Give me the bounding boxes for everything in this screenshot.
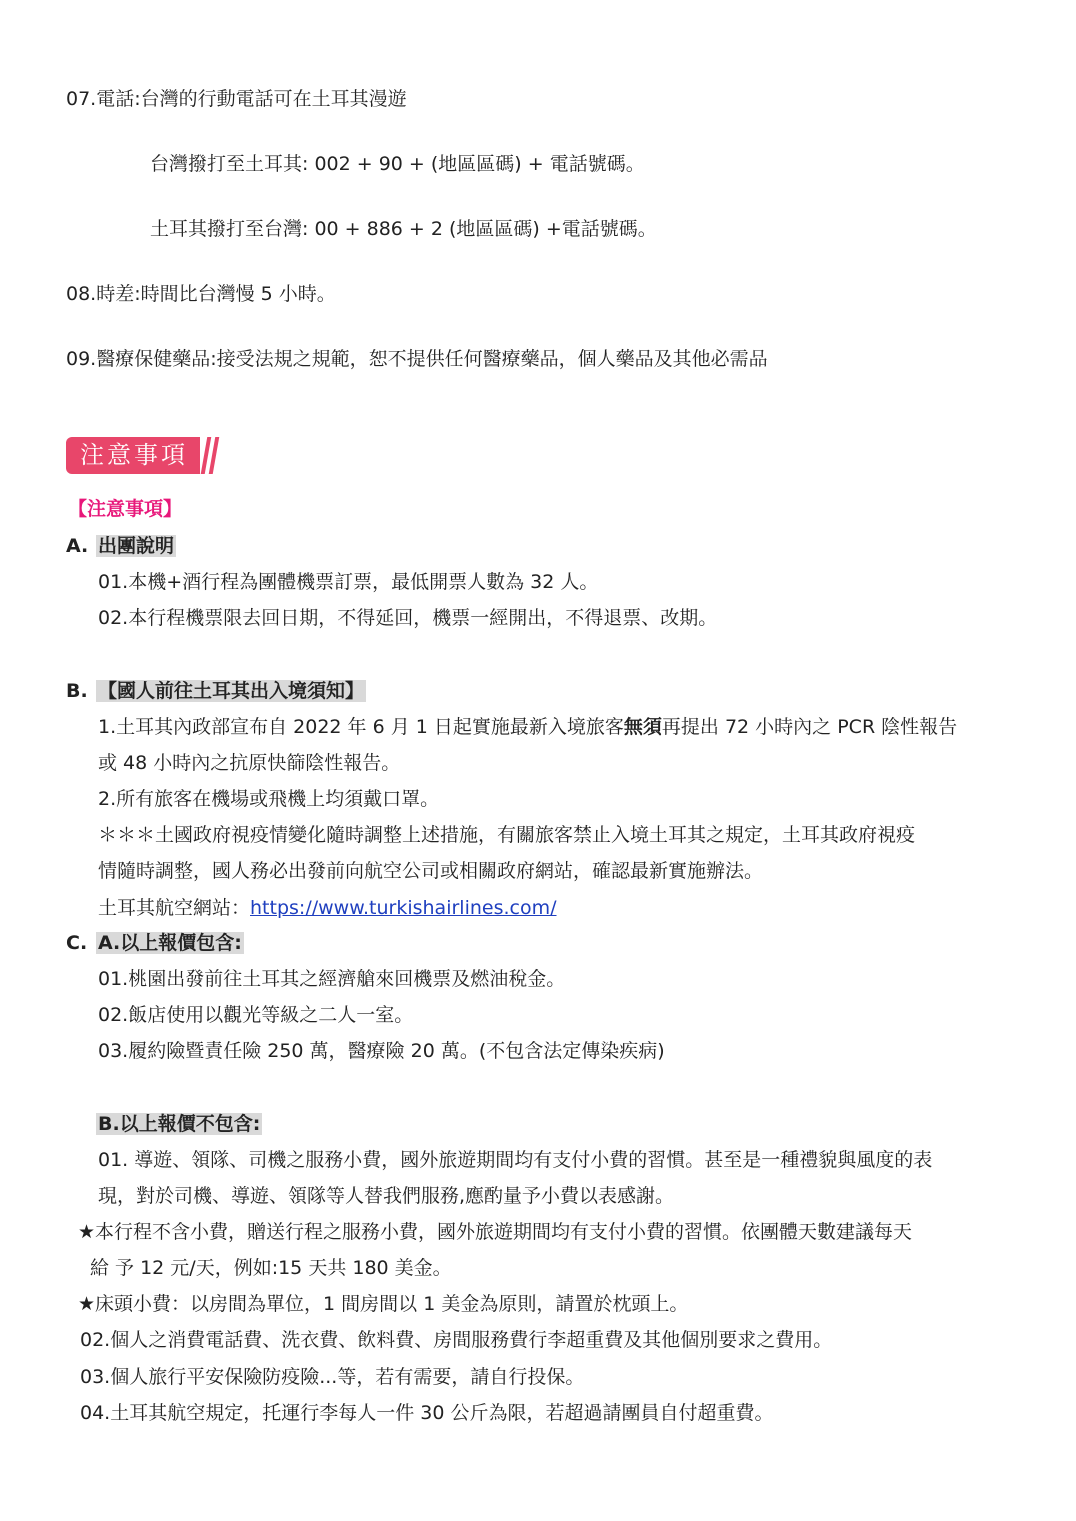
- section-b-note-line2: 情隨時調整，國人務必出發前向航空公司或相關政府網站，確認最新實施辦法。: [98, 860, 764, 882]
- banner-title: 注意事項: [66, 437, 200, 474]
- item1-bold: 無須: [623, 716, 662, 738]
- included-item: 03.履約險暨責任險 250 萬，醫療險 20 萬。(不包含法定傳染疾病): [98, 1040, 665, 1062]
- section-b-item-1: [98, 714, 957, 740]
- phone-tw-to-tr: 台灣撥打至土耳其: 002 + 90 + (地區區碼) + 電話號碼。: [150, 153, 645, 175]
- excluded-item-4: 04.土耳其航空規定，托運行李每人一件 30 公斤為限，若超過請團員自付超重費。: [80, 1402, 774, 1424]
- section-a-item: 02.本行程機票限去回日期，不得延回，機票一經開出，不得退票、改期。: [98, 607, 718, 629]
- excluded-item-3: 03.個人旅行平安保險防疫險...等，若有需要，請自行投保。: [80, 1366, 585, 1388]
- medical-note: 09.醫療保健藥品:接受法規之規範，恕不提供任何醫療藥品，個人藥品及其他必需品: [66, 348, 768, 370]
- phone-tr-to-tw: 土耳其撥打至台灣: 00 + 886 + 2 (地區區碼) +電話號碼。: [150, 218, 657, 240]
- section-a-item: 01.本機+酒行程為團體機票訂票，最低開票人數為 32 人。: [98, 571, 599, 593]
- section-a-title: 出團說明: [98, 535, 175, 557]
- section-b-item-2: 2.所有旅客在機場或飛機上均須戴口罩。: [98, 788, 440, 810]
- excluded-item-1-line1: 01. 導遊、領隊、司機之服務小費，國外旅遊期間均有支付小費的習慣。甚至是一種禮貌與風度的表: [98, 1149, 933, 1171]
- section-a-label: A.: [66, 535, 89, 557]
- section-b-label: B.: [66, 680, 88, 702]
- excluded-item-1-line2: 現，對於司機、導遊、領隊等人替我們服務,應酌量予小費以表感謝。: [98, 1185, 675, 1207]
- section-b-item-1-line2: 或 48 小時內之抗原快篩陰性報告。: [98, 752, 401, 774]
- phone-title: 07.電話:台灣的行動電話可在土耳其漫遊: [66, 88, 407, 110]
- excluded-title: B.以上報價不包含:: [98, 1113, 261, 1135]
- bed-tip-note: ★床頭小費：以房間為單位，1 間房間以 1 美金為原則，請置於枕頭上。: [78, 1293, 689, 1315]
- tip-note-line1: ★本行程不含小費，贈送行程之服務小費，國外旅遊期間均有支付小費的習慣。依團體天數建議每天: [78, 1221, 913, 1243]
- included-title: A.以上報價包含:: [98, 932, 242, 954]
- item1-post: 再提出 72 小時內之 PCR 陰性報告: [661, 716, 958, 738]
- section-banner: [66, 437, 216, 474]
- section-c-label: C.: [66, 932, 88, 954]
- included-item: 02.飯店使用以觀光等級之二人一室。: [98, 1004, 414, 1026]
- section-b-title: 【國人前往土耳其出入境須知】: [98, 680, 365, 702]
- time-difference: 08.時差:時間比台灣慢 5 小時。: [66, 283, 336, 305]
- airline-site: [98, 895, 557, 921]
- tip-note-line2: 給 予 12 元/天，例如:15 天共 180 美金。: [90, 1257, 452, 1279]
- section-b-note-line1: ＊＊＊土國政府視疫情變化隨時調整上述措施，有關旅客禁止入境土耳其之規定，土耳其政府視疫: [98, 824, 916, 846]
- site-label: 土耳其航空網站：: [98, 897, 251, 919]
- included-item: 01.桃園出發前往土耳其之經濟艙來回機票及燃油稅金。: [98, 968, 566, 990]
- banner-slash-decoration: [209, 437, 220, 474]
- item1-pre: 1.土耳其內政部宣布自 2022 年 6 月 1 日起實施最新入境旅客: [98, 716, 624, 738]
- airline-link[interactable]: https://www.turkishairlines.com/: [250, 897, 557, 919]
- excluded-item-2: 02.個人之消費電話費、洗衣費、飲料費、房間服務費行李超重費及其他個別要求之費用。: [80, 1329, 833, 1351]
- notes-title: 【注意事項】: [68, 498, 183, 520]
